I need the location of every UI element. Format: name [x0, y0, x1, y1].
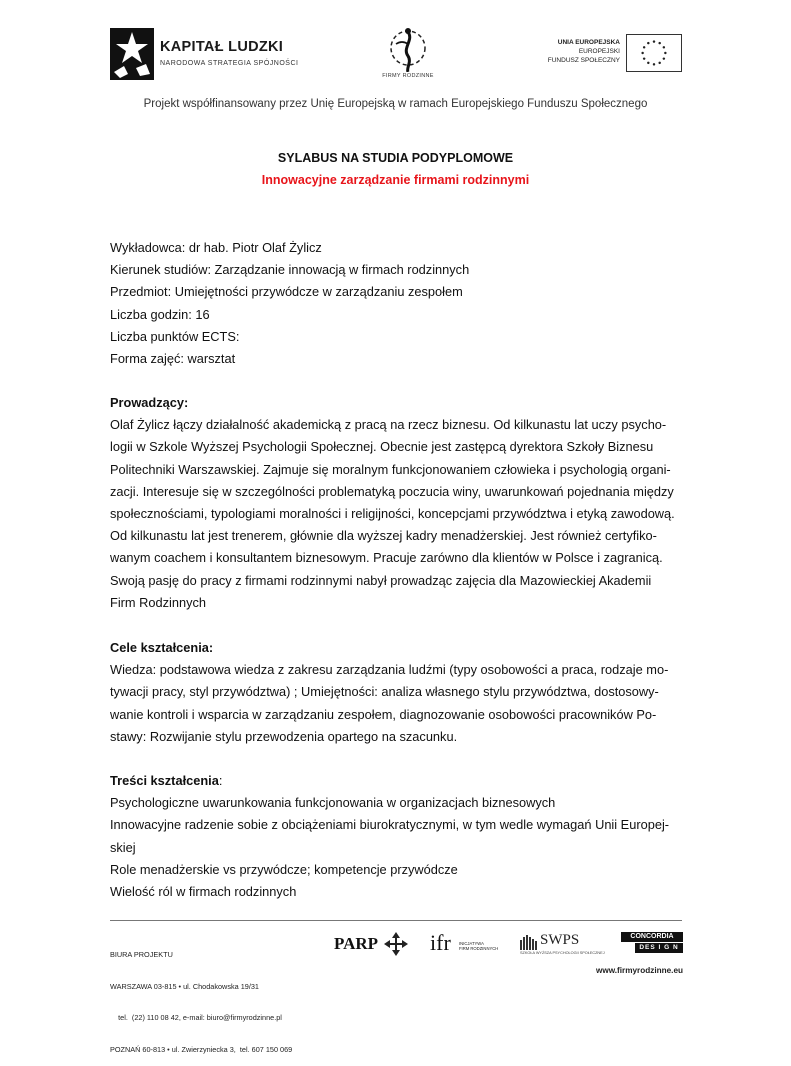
- kapital-ludzki-subtitle: NARODOWA STRATEGIA SPÓJNOŚCI: [160, 60, 299, 67]
- paragraph-line: Od kilkunastu lat jest trenerem, głównie dla wyższej kadry menadżerskiej. Jest również certyfiko-: [110, 528, 657, 544]
- kapital-ludzki-title: KAPITAŁ LUDZKI: [160, 39, 284, 55]
- list-item: Psychologiczne uwarunkowania funkcjonowania w organizacjach biznesowych: [110, 795, 556, 811]
- firmy-rodzinne-logo: [378, 26, 438, 86]
- footer-address-line: BIURA PROJEKTU: [110, 950, 173, 959]
- section-heading: Treści kształcenia: [110, 773, 219, 788]
- section-learning-goals: [110, 637, 685, 748]
- paragraph-line: Olaf Żylicz łączy działalność akademicką z pracą na rzecz biznesu. Od kilkunastu lat uczy psycho-: [110, 417, 667, 433]
- section-instructor: [110, 392, 685, 614]
- paragraph-line: wanym coachem i konsultantem biznesowym. Pracuje zarówno dla klientów w Polsce i zagranicą.: [110, 550, 663, 566]
- info-subject: Przedmiot: Umiejętności przywódcze w zarządzaniu zespołem: [110, 284, 463, 300]
- document-subtitle: Innowacyjne zarządzanie firmami rodzinnymi: [261, 173, 530, 187]
- list-item: skiej: [110, 839, 136, 855]
- section-heading: Cele kształcenia:: [110, 640, 214, 655]
- eu-text: [548, 38, 620, 65]
- paragraph-line: wanie kontroli i wsparcia w zarządzaniu zespołem, diagnozowanie osobowości pracowników Po-: [110, 706, 657, 722]
- footer-address-line: WARSZAWA 03-815 • ul. Chodakowska 19/31: [110, 981, 259, 991]
- kapital-ludzki-star-icon: [110, 28, 154, 80]
- eu-line2: EUROPEJSKI: [578, 48, 620, 55]
- swps-people-icon: [520, 934, 538, 950]
- ifr-subtitle: INICJATYWA FIRM RODZINNYCH: [459, 941, 499, 951]
- course-info: [110, 237, 690, 370]
- list-item: Role menadżerskie vs przywódcze; kompetencje przywódcze: [110, 861, 458, 877]
- section-heading-wrap: [110, 770, 685, 792]
- concordia-bottom: DES I G N: [635, 943, 683, 953]
- parp-logo: [334, 932, 408, 956]
- section-heading: Prowadzący:: [110, 395, 189, 410]
- concordia-top: CONCORDIA: [621, 932, 683, 942]
- document-title: SYLABUS NA STUDIA PODYPLOMOWE: [277, 151, 514, 165]
- info-lecturer: Wykładowca: dr hab. Piotr Olaf Żylicz: [110, 240, 322, 255]
- eu-line3: FUNDUSZ SPOŁECZNY: [547, 57, 620, 64]
- info-form: Forma zajęć: warsztat: [110, 351, 236, 367]
- page-header: [0, 22, 791, 84]
- paragraph-line: Swoją pasję do pracy z firmami rodzinnymi nabył prowadząc zajęcia dla Mazowieckiej Akademii: [110, 572, 652, 588]
- swps-subtitle: SZKOŁA WYŻSZA PSYCHOLOGII SPOŁECZNEJ: [520, 951, 605, 955]
- footer-address: [110, 929, 292, 1066]
- eu-line1: UNIA EUROPEJSKA: [557, 39, 620, 46]
- eu-flag-icon: [626, 34, 682, 72]
- paragraph-line: Politechniki Warszawskiej. Zajmuje się moralnym funkcjonowaniem człowieka i psychologią organi-: [110, 461, 671, 477]
- paragraph-line: zacji. Interesuje się w szczególności problematyką poczucia winy, uwarunkowań pojednania między: [110, 483, 674, 499]
- paragraph-line: stawy: Rozwijanie stylu przewodzenia opartego na szacunku.: [110, 728, 458, 744]
- ifr-text: ifr: [430, 930, 451, 955]
- list-item: Wielość ról w firmach rodzinnych: [110, 884, 297, 900]
- footer-address-line: tel. (22) 110 08 42, e-mail: biuro@firmyrodzinne.pl: [110, 1013, 282, 1022]
- swps-logo: [520, 932, 605, 958]
- info-ects: Liczba punktów ECTS:: [110, 328, 240, 344]
- paragraph-line: społecznościami, typologiami moralności i religijności, koncepcjami przywództwa i etyką zawodową.: [110, 506, 675, 522]
- paragraph-line: Firm Rodzinnych: [110, 594, 207, 610]
- info-field-of-study: Kierunek studiów: Zarządzanie innowacją w firmach rodzinnych: [110, 262, 470, 278]
- concordia-design-logo: [621, 932, 683, 954]
- paragraph-line: tywacji pracy, styl przywództwa) ; Umiejętności: analiza własnego stylu przywództwa, dostosowy-: [110, 684, 659, 700]
- swps-text: SWPS: [540, 932, 580, 948]
- parp-text: PARP: [334, 934, 379, 953]
- list-item: Innowacyjne radzenie sobie z obciążeniami biurokratycznymi, w tym wedle wymagań Unii Europej-: [110, 817, 670, 833]
- footer-website: www.firmyrodzinne.eu: [595, 966, 683, 975]
- parp-arrows-icon: [384, 932, 408, 956]
- section-course-content: [110, 770, 685, 903]
- firmy-rodzinne-label: FIRMY RODZINNE: [382, 73, 434, 79]
- eu-logo: [548, 34, 682, 72]
- firmy-rodzinne-emblem-icon: [378, 26, 438, 72]
- footer-address-line: POZNAŃ 60-813 • ul. Zwierzyniecka 3, tel. 607 150 069: [110, 1044, 293, 1054]
- footer-divider: [110, 920, 682, 921]
- info-hours: Liczba godzin: 16: [110, 306, 210, 322]
- kapital-ludzki-logo: [110, 28, 300, 84]
- paragraph-line: logii w Szkole Wyższej Psychologii Społecznej. Obecnie jest zastępcą dyrektora Szkoły Biznesu: [110, 439, 654, 455]
- ifr-logo: [430, 932, 500, 958]
- paragraph-line: Wiedza: podstawowa wiedza z zakresu zarządzania ludźmi (typy osobowości a praca, rodzaje mo-: [110, 662, 669, 678]
- project-cofinancing-note: Projekt współfinansowany przez Unię Europejską w ramach Europejskiego Funduszu Społecznego: [143, 98, 648, 110]
- section-heading-colon: :: [218, 773, 223, 788]
